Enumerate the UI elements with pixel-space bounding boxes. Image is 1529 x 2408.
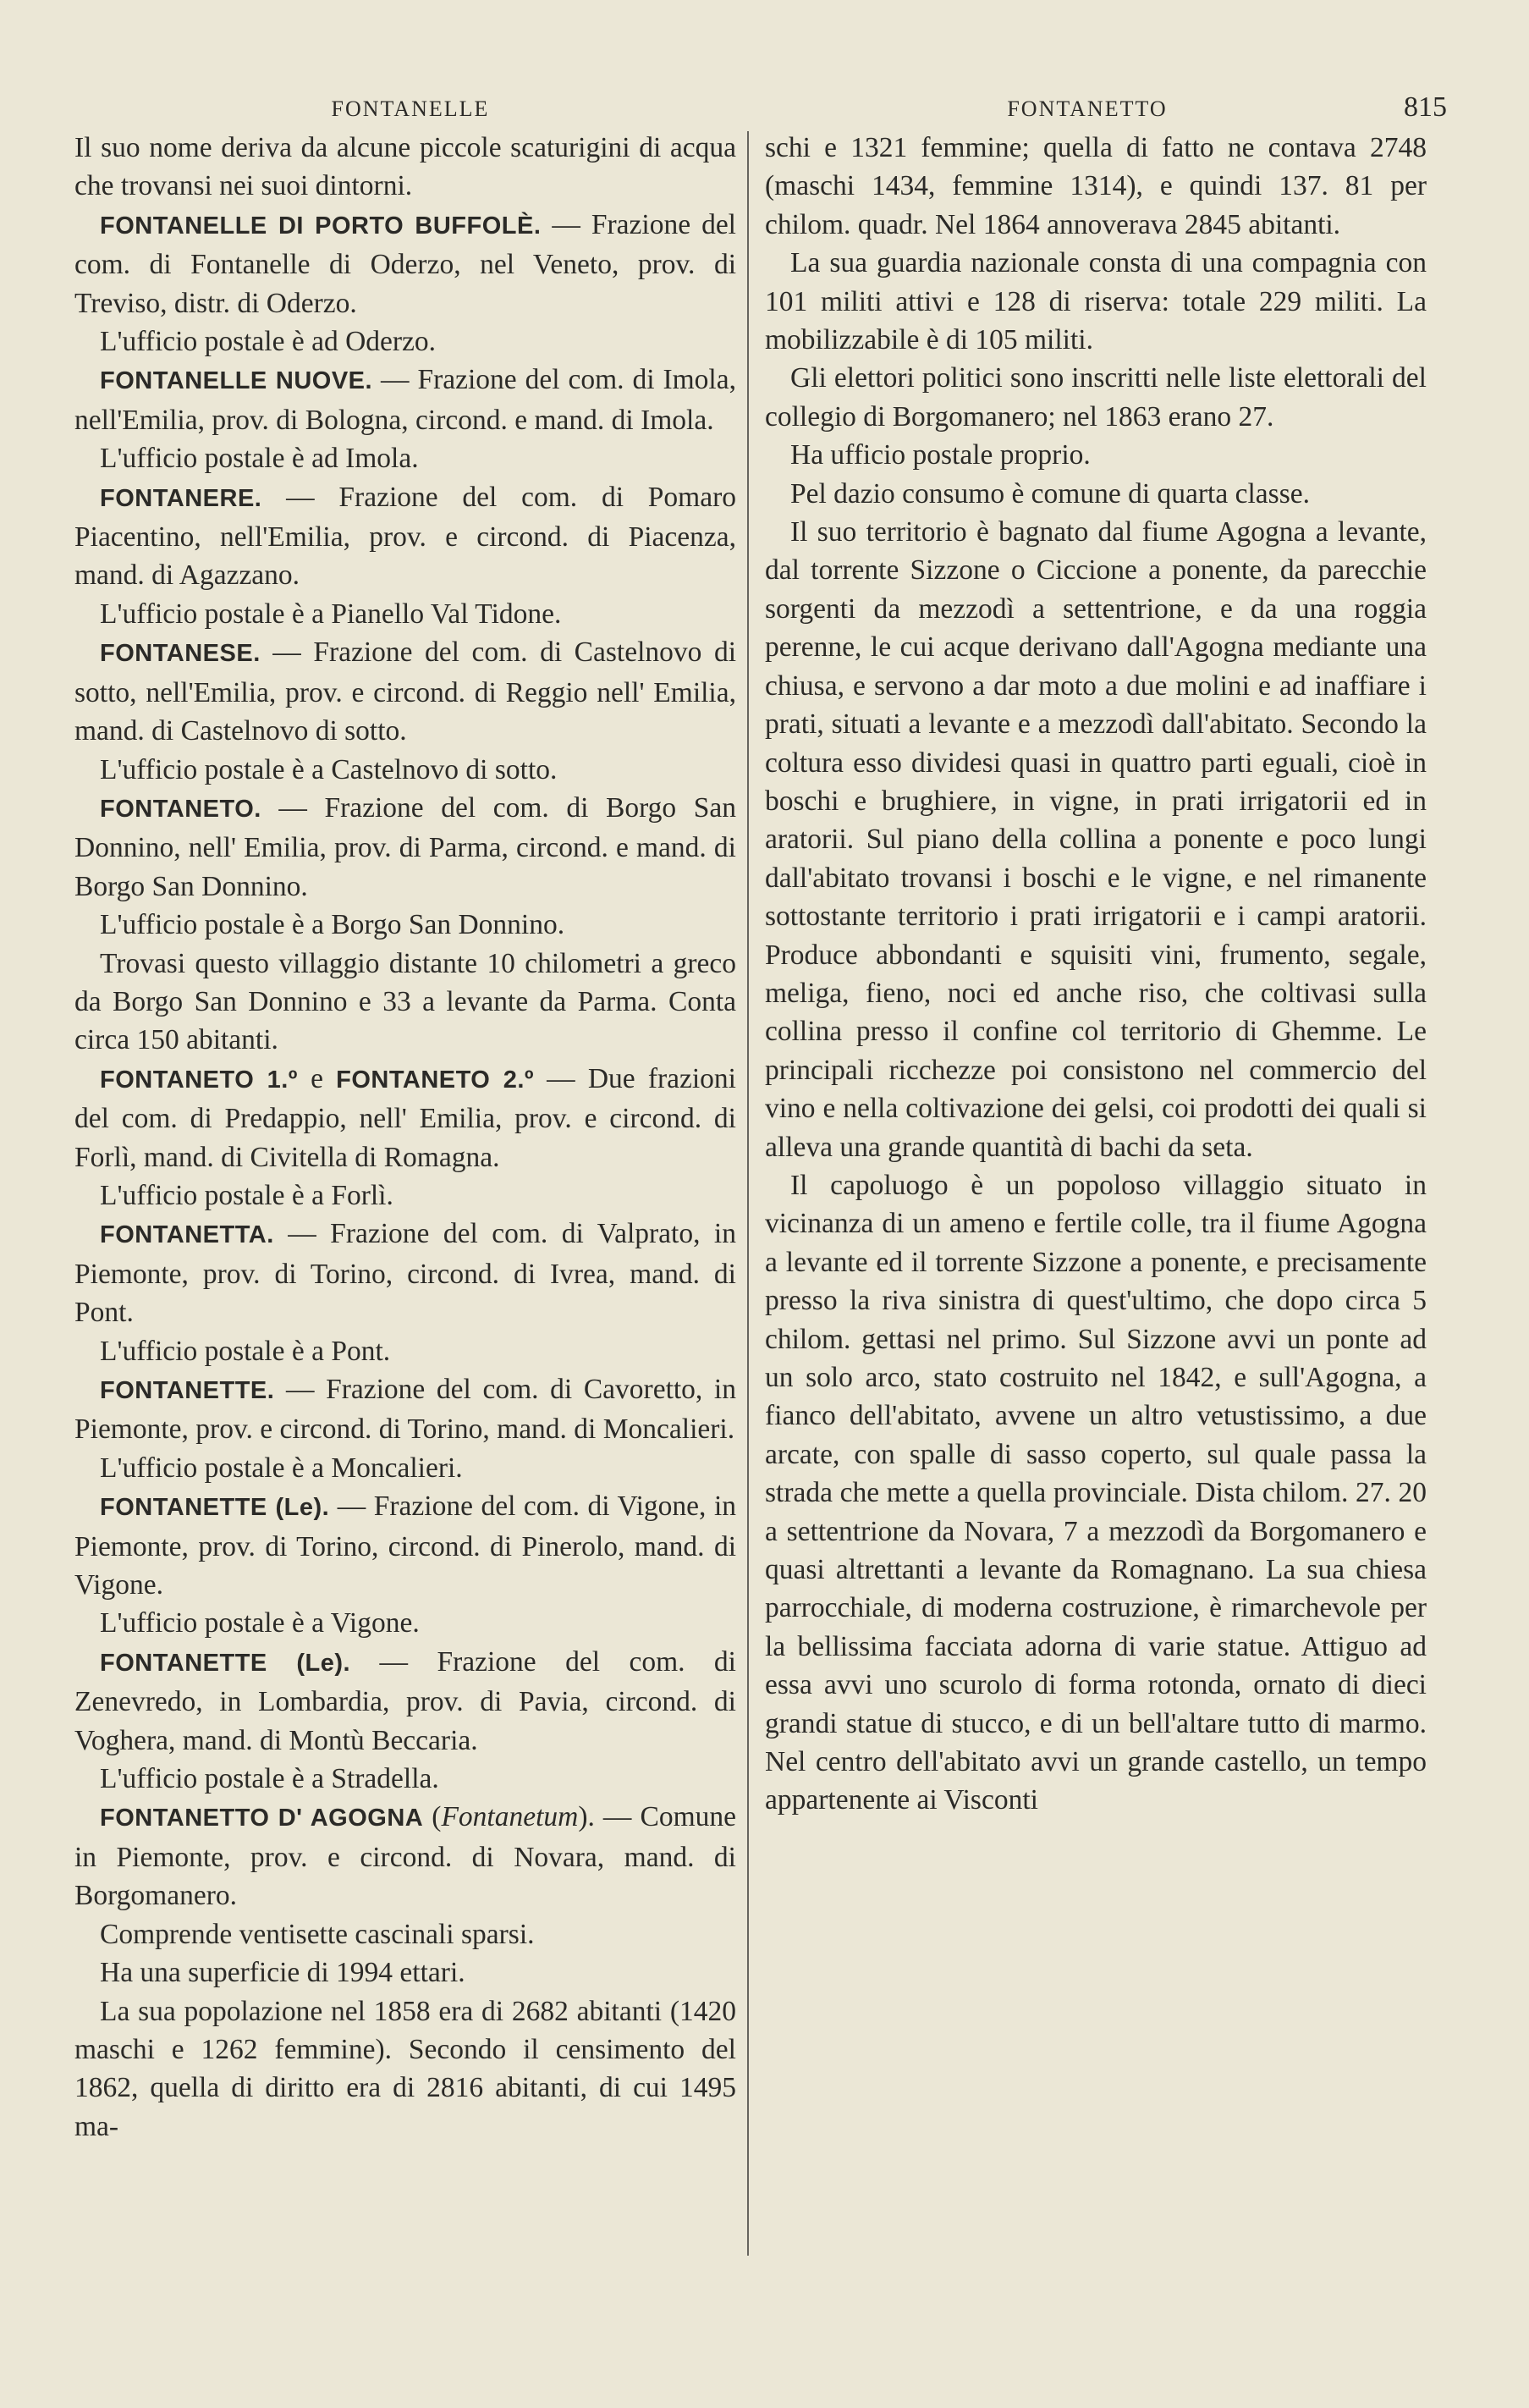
right-column-paragraph (765, 436, 1427, 474)
left-column-paragraph (74, 1798, 736, 1915)
entry-text: Il suo territorio è bagnato dal fiume Agogna a levante, dal torrente Sizzone o Ciccione a ponente, da parecchie sorgenti da mezzodì a settentrione, e da una roggia perenne, le cui acque derivano dall'Agogna mediante una chiusa, e servono a dar moto a due molini e ad inaffiare i prati, situati a levante e a mezzodì dall'abitato. Secondo la coltura esso dividesi quasi in quattro parti eguali, cioè in boschi e brughiere, in vigne, in prati irrigatorii ed in aratorii. Sul piano della collina a ponente e poco lungi dall'abitato trovansi i boschi e le vigne, e nel rimanente sottostante territorio i prati irrigatorii e i campi aratorii. Produce abbondanti e squisiti vini, frumento, segale, meliga, fieno, noci ed anche riso, che coltivasi sulla collina presso il confine col territorio di Ghemme. Le principali ricchezze poi consistono nel commercio del vino e nella coltivazione dei gelsi, coi prodotti dei quali si alleva una grande quantità di bachi da seta. (765, 516, 1427, 1163)
entry-text: ( (423, 1801, 442, 1833)
entry-text: e (297, 1062, 337, 1094)
left-column-paragraph (74, 322, 736, 361)
entry-text: Gli elettori politici sono inscritti nelle liste elettorali del collegio di Borgomanero; nel 1863 erano 27. (765, 362, 1427, 433)
entry-headword: FONTANERE. (100, 484, 262, 512)
entry-headword: FONTANETTE (Le). (100, 1649, 351, 1677)
left-column-paragraph (74, 1370, 736, 1449)
entry-text: — Frazione del com. di Pomaro Piacentino, nell'Emilia, prov. e circond. di Piacenza, mand. di Agazzano. (74, 481, 736, 592)
entry-headword: FONTANETO 1.º (100, 1066, 298, 1094)
entry-text: L'ufficio postale è a Castelnovo di sotto. (100, 753, 558, 785)
entry-headword: FONTANETTO D' AGOGNA (100, 1805, 424, 1832)
entry-text: L'ufficio postale è a Vigone. (100, 1607, 420, 1639)
entry-text: — Frazione del com. di Castelnovo di sotto, nell'Emilia, prov. e circond. di Reggio nell' Emilia, mand. di Castelnovo di sotto. (74, 636, 736, 747)
entry-headword: FONTANELLE DI PORTO BUFFOLÈ. (100, 212, 542, 240)
left-column (74, 129, 736, 2146)
entry-text: schi e 1321 femmine; quella di fatto ne contava 2748 (maschi 1434, femmine 1314), e quindi 137. 81 per chilom. quadr. Nel 1864 annoverava 2845 abitanti. (765, 132, 1427, 240)
entry-text: Il capoluogo è un popoloso villaggio situato in vicinanza di un ameno e fertile colle, tra il fiume Agogna a levante ed il torrente Sizzone a ponente, e precisamente presso la riva sinistra di quest'ultimo, che dopo circa 5 chilom. gettasi nel primo. Sul Sizzone avvi un ponte ad un solo arco, stato costruito nel 1842, e sull'Agogna, a fianco dell'abitato, avvene un altro vetustissimo, a due arcate, con spalle di sasso coperto, sul quale passa la strada che mette a quella provinciale. Dista chilom. 27. 20 a settentrione da Novara, 7 a mezzodì da Borgomanero e quasi altrettanti a levante da Romagnano. La sua chiesa parrocchiale, di moderna costruzione, è rimarchevole per la bellissima facciata adorna di varie statue. Attiguo ad essa avvi uno scurolo di forma rotonda, ornato di dieci grandi statue di stucco, e di un bell'altare tutto di marmo. Nel centro dell'abitato avvi un grande castello, un tempo appartenente ai Visconti (765, 1169, 1427, 1816)
left-column-paragraph (74, 129, 736, 206)
left-column-paragraph (74, 439, 736, 477)
entry-text: — Due frazioni del com. di Predappio, nell' Emilia, prov. e circond. di Forlì, mand. di Civitella di Romagna. (74, 1062, 736, 1173)
right-running-head: FONTANETTO (1007, 96, 1168, 121)
left-column-paragraph (74, 1176, 736, 1215)
entry-headword: FONTANETTE. (100, 1377, 275, 1404)
entry-headword: FONTANETO. (100, 795, 261, 823)
running-header (0, 91, 1529, 129)
entry-text: — Frazione del com. di Vigone, in Piemonte, prov. di Torino, circond. di Pinerolo, mand. di Vigone. (74, 1491, 736, 1601)
entry-headword: FONTANETTA. (100, 1221, 274, 1249)
right-column-paragraph (765, 129, 1427, 244)
entry-text: L'ufficio postale è a Moncalieri. (100, 1452, 463, 1484)
entry-text: La sua guardia nazionale consta di una compagnia con 101 militi attivi e 128 di riserva: totale 229 militi. La mobilizzabile è di 105 militi. (765, 247, 1427, 356)
entry-text: L'ufficio postale è a Forlì. (100, 1179, 393, 1211)
left-column-paragraph (74, 361, 736, 439)
entry-text: — Frazione del com. di Valprato, in Piemonte, prov. di Torino, circond. di Ivrea, mand. di Pont. (74, 1218, 736, 1329)
left-column-paragraph (74, 1604, 736, 1642)
left-column-paragraph (74, 1760, 736, 1798)
left-column-paragraph (74, 595, 736, 633)
right-column-paragraph (765, 513, 1427, 1166)
entry-text: Il suo nome deriva da alcune piccole scaturigini di acqua che trovansi nei suoi dintorni. (74, 132, 736, 202)
right-column-paragraph (765, 244, 1427, 359)
page-number: 815 (1404, 91, 1447, 123)
entry-text: Ha una superficie di 1994 ettari. (100, 1957, 465, 1989)
left-column-paragraph (74, 206, 736, 322)
entry-text: L'ufficio postale è a Pianello Val Tidone. (100, 598, 562, 630)
left-column-paragraph (74, 789, 736, 906)
left-column-paragraph (74, 633, 736, 750)
right-column-paragraph (765, 475, 1427, 513)
entry-text: La sua popolazione nel 1858 era di 2682 abitanti (1420 maschi e 1262 femmine). Secondo il censimento del 1862, quella di diritto era di 2816 abitanti, di cui 1495 ma- (74, 1995, 736, 2142)
left-column-paragraph (74, 1449, 736, 1487)
right-column-paragraph (765, 359, 1427, 436)
right-column (765, 129, 1427, 1820)
left-column-paragraph (74, 1215, 736, 1331)
entry-text: ). — Comune in Piemonte, prov. e circond. di Novara, mand. di Borgomanero. (74, 1801, 736, 1912)
left-column-paragraph (74, 1643, 736, 1760)
entry-headword: FONTANETTE (Le). (100, 1494, 330, 1522)
column-divider (747, 131, 749, 2256)
entry-text: L'ufficio postale è ad Oderzo. (100, 326, 437, 358)
left-running-head: FONTANELLE (331, 96, 490, 121)
entry-text: Ha ufficio postale proprio. (790, 439, 1091, 471)
entry-headword: FONTANETO 2.º (336, 1066, 534, 1094)
left-column-paragraph (74, 478, 736, 595)
left-column-paragraph (74, 906, 736, 944)
left-column-paragraph (74, 1915, 736, 1953)
entry-headword: FONTANESE. (100, 640, 261, 668)
entry-text: L'ufficio postale è a Stradella. (100, 1763, 439, 1795)
left-column-paragraph (74, 751, 736, 789)
left-column-paragraph (74, 945, 736, 1060)
latin-name: Fontanetum (441, 1801, 579, 1833)
entry-text: Pel dazio consumo è comune di quarta classe. (790, 477, 1310, 510)
left-column-paragraph (74, 1487, 736, 1604)
entry-text: — Frazione del com. di Fontanelle di Oderzo, nel Veneto, prov. di Treviso, distr. di Oderzo. (74, 208, 736, 319)
entry-text: — Frazione del com. di Zenevredo, in Lombardia, prov. di Pavia, circond. di Voghera, mand. di Montù Beccaria. (74, 1645, 736, 1756)
entry-text: L'ufficio postale è ad Imola. (100, 443, 419, 475)
left-column-paragraph (74, 1992, 736, 2146)
left-column-paragraph (74, 1060, 736, 1176)
entry-headword: FONTANELLE NUOVE. (100, 367, 373, 395)
right-column-paragraph (765, 1166, 1427, 1820)
entry-text: — Frazione del com. di Cavoretto, in Piemonte, prov. e circond. di Torino, mand. di Moncalieri. (74, 1374, 736, 1446)
left-column-paragraph (74, 1332, 736, 1370)
left-column-paragraph (74, 1953, 736, 1992)
entry-text: L'ufficio postale è a Pont. (100, 1335, 391, 1367)
entry-text: — Frazione del com. di Imola, nell'Emilia, prov. di Bologna, circond. e mand. di Imola. (74, 364, 736, 436)
entry-text: Trovasi questo villaggio distante 10 chilometri a greco da Borgo San Donnino e 33 a levante da Parma. Conta circa 150 abitanti. (74, 947, 736, 1056)
entry-text: Comprende ventisette cascinali sparsi. (100, 1918, 535, 1950)
entry-text: L'ufficio postale è a Borgo San Donnino. (100, 909, 565, 941)
entry-text: — Frazione del com. di Borgo San Donnino, nell' Emilia, prov. di Parma, circond. e mand. di Borgo San Donnino. (74, 791, 736, 902)
